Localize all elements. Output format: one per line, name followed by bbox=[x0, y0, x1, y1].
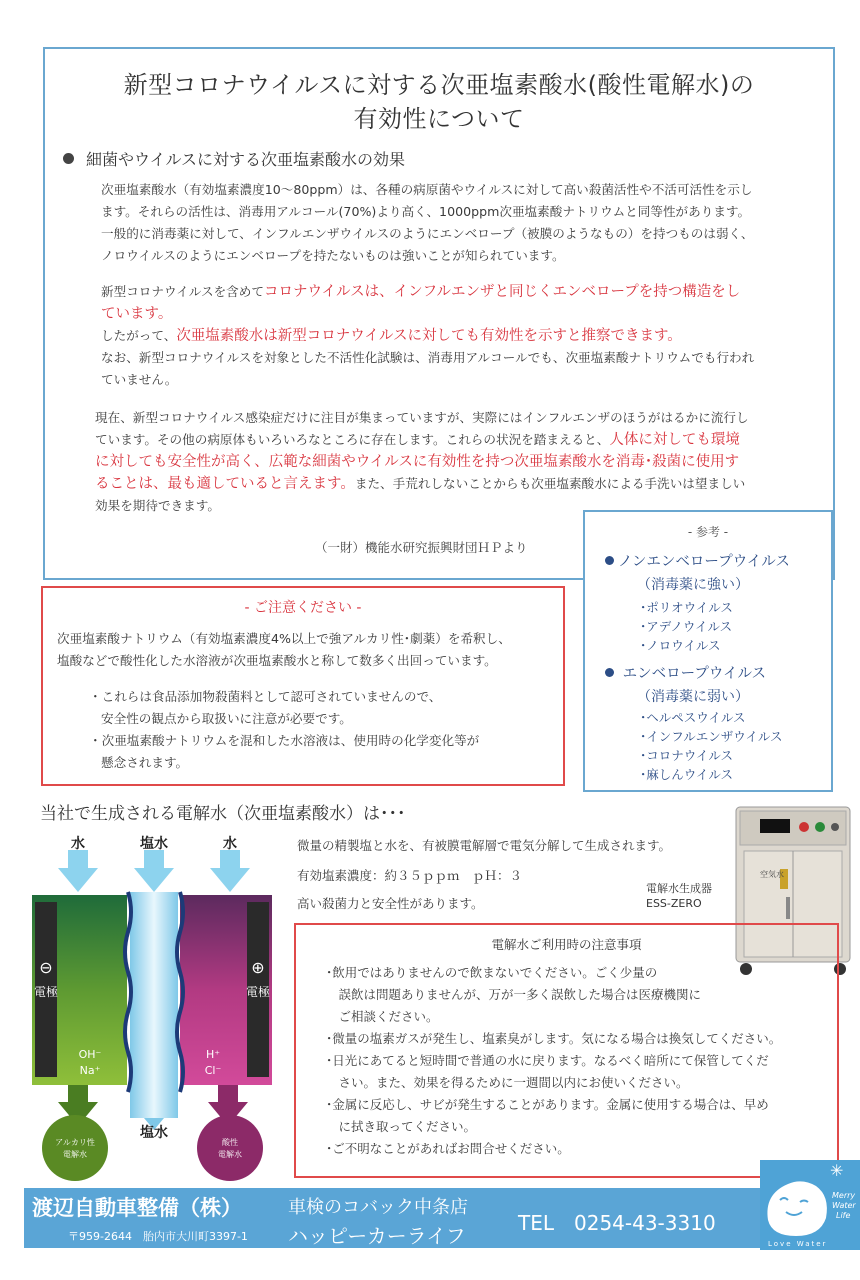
usage-notes: ･飲用ではありませんので飲まないでください。ごく少量の 誤飲は問題ありませんが、万が一多く誤飲した場合は医療機関に ご相談ください。 ･微量の塩素ガスが発生し、塩素臭がします。気になる場合は換気してください。 ･日光にあてると短時間で普通の水に戻ります。なるべく暗所にて保管してくだ さい。また、効果を得るために一週間以内にお使いください。 ･金属に反応し、サビが発生することがあります。金属に使用する場合は、早め に拭き取ってください。 ･ご不明なことがあればお問合せください。 bbox=[326, 965, 782, 1156]
circle-right-line1: 酸性 bbox=[222, 1138, 238, 1147]
machine-label: 電解水生成器 bbox=[646, 882, 712, 895]
usage-notes-panel bbox=[294, 923, 839, 1178]
circle-left-line2: 電解水 bbox=[63, 1150, 87, 1159]
arrow-down-icon bbox=[58, 850, 98, 892]
slogan: ハッピーカーライフ bbox=[288, 1224, 466, 1248]
alkaline-water-circle bbox=[42, 1115, 108, 1181]
list-item: ･インフルエンザウイルス bbox=[640, 729, 783, 744]
bullet-icon bbox=[605, 556, 614, 565]
effectiveness-panel bbox=[43, 47, 835, 580]
logo-bottom-text: Love Water bbox=[768, 1240, 828, 1248]
brine-channel bbox=[130, 892, 178, 1118]
positive-label: 電極 bbox=[245, 985, 271, 999]
reference-heading: - 参考 - bbox=[687, 525, 729, 539]
ion-oh: OH⁻ bbox=[78, 1048, 102, 1061]
generator-line1: 微量の精製塩と水を、有被膜電解層で電気分解して生成されます。 bbox=[297, 838, 672, 853]
arrow-down-icon bbox=[210, 850, 250, 892]
generator-title: 当社で生成される電解水（次亜塩素酸水）は･･･ bbox=[40, 804, 406, 824]
caution-heading: - ご注意ください - bbox=[244, 600, 362, 616]
machine-model: ESS-ZERO bbox=[646, 897, 702, 910]
paragraph-2: 新型コロナウイルスを含めてコロナウイルスは、インフルエンザと同じくエンベロープを持つ構造をし ています。 したがって、次亜塩素酸水は新型コロナウイルスに対しても有効性を示すと推察できます。 なお、新型コロナウイルスを対象とした不活性化試験は、消毒用アルコールでも、次亜塩素酸ナトリウムでも行われ ていません。 bbox=[101, 284, 755, 387]
star-icon: ✳ bbox=[830, 1161, 844, 1180]
list-item: ･ノロウイルス bbox=[640, 638, 721, 653]
reference-panel bbox=[583, 510, 833, 792]
paragraph-1: 次亜塩素酸水（有効塩素濃度10～80ppm）は、各種の病原菌やウイルスに対して高い殺菌活性や不活可活性を示し ます。それらの活性は、消毒用アルコール(70%)より高く、1000ppm次亜塩素酸ナトリウムと同等性があります。 一般的に消毒薬に対して、インフルエンザウイルスのようにエンベロープ（被膜のようなもの）を持つものは弱く、 ノロウイルスのようにエンベロープを持たないものは強いことが知られています。 bbox=[101, 182, 754, 263]
water-right-label: 水 bbox=[223, 836, 237, 852]
paragraph-3: 現在、新型コロナウイルス感染症だけに注目が集まっていますが、実際にはインフルエンザのほうがはるかに流行し ています。その他の病原体もいろいろなところに存在します。これらの状況を踏まえると、人体に対しても環境 に対しても安全性が高く、広範な細菌やウイルスに有効性を持つ次亜塩素酸水を消毒･殺菌に使用す ることは、最も適していると言えます。また、手荒れしないことからも次亜塩素酸水による手洗いは望ましい 効果を期待できます。 bbox=[95, 410, 749, 513]
ion-na: Na⁺ bbox=[79, 1064, 101, 1077]
list-item: ･麻しんウイルス bbox=[640, 767, 734, 782]
phone-number: TEL 0254-43-3310 bbox=[518, 1211, 716, 1235]
arrow-down-icon bbox=[134, 850, 174, 892]
footer-bar bbox=[24, 1188, 760, 1248]
list-item: ･アデノウイルス bbox=[640, 619, 733, 634]
brine-bottom-label: 塩水 bbox=[140, 1125, 168, 1141]
caution-bullets: ・これらは食品添加物殺菌料として認可されていませんので、 安全性の観点から取扱いに注意が必要です。 ・次亜塩素酸ナトリウムを混和した水溶液は、使用時の化学変化等が 懸念されます。 bbox=[89, 689, 480, 770]
usage-heading: 電解水ご利用時の注意事項 bbox=[491, 937, 642, 952]
generator-line2: 有効塩素濃度：約３５ｐｐｍ ｐＨ：３ bbox=[297, 868, 523, 883]
generator-line3: 高い殺菌力と安全性があります。 bbox=[297, 896, 484, 911]
shop-name: 車検のコバック中条店 bbox=[288, 1197, 468, 1218]
electrolysis-diagram bbox=[30, 830, 285, 1185]
water-drop-icon bbox=[760, 1160, 860, 1250]
machine-brand: 空気水 bbox=[760, 870, 784, 879]
positive-symbol: ⊕ bbox=[251, 958, 265, 977]
source-citation: （一財）機能水研究振興財団ＨＰより bbox=[315, 540, 528, 555]
bullet-icon bbox=[605, 668, 614, 677]
page-title-line1: 新型コロナウイルスに対する次亜塩素酸水(酸性電解水)の bbox=[123, 71, 755, 99]
caution-panel bbox=[41, 586, 565, 786]
ion-cl: Cl⁻ bbox=[204, 1064, 222, 1077]
circle-right-line2: 電解水 bbox=[218, 1150, 242, 1159]
envelope-subtitle: （消毒薬に弱い） bbox=[637, 689, 749, 705]
bullet-icon bbox=[63, 153, 74, 164]
circle-left-line1: アルカリ性 bbox=[55, 1138, 95, 1147]
brine-top-label: 塩水 bbox=[140, 836, 168, 852]
negative-label: 電極 bbox=[33, 985, 59, 999]
company-name: 渡辺自動車整備（株） bbox=[32, 1196, 242, 1220]
caution-text: 次亜塩素酸ナトリウム（有効塩素濃度4%以上で強アルカリ性･劇薬）を希釈し、 塩酸などで酸性化した水溶液が次亜塩素酸水と称して数多く出回っています。 bbox=[57, 631, 511, 668]
logo-text-2: Water bbox=[832, 1201, 856, 1210]
list-item: ･ポリオウイルス bbox=[640, 600, 733, 615]
envelope-title: エンベロープウイルス bbox=[605, 662, 766, 683]
non-envelope-subtitle: （消毒薬に強い） bbox=[637, 577, 749, 593]
list-item: ･コロナウイルス bbox=[640, 748, 734, 763]
brand-logo bbox=[760, 1160, 860, 1250]
company-address: 〒959-2644 胎内市大川町3397-1 bbox=[68, 1230, 248, 1243]
water-left-label: 水 bbox=[71, 836, 85, 852]
section-heading: 細菌やウイルスに対する次亜塩素酸水の効果 bbox=[63, 147, 405, 170]
logo-text-3: Life bbox=[836, 1211, 851, 1220]
non-envelope-title: ノンエンベロープウイルス bbox=[605, 550, 790, 571]
list-item: ･ヘルペスウイルス bbox=[640, 710, 746, 725]
acidic-water-circle bbox=[197, 1115, 263, 1181]
logo-text-1: Merry bbox=[832, 1191, 856, 1200]
ion-h: H⁺ bbox=[205, 1048, 221, 1061]
negative-symbol: ⊖ bbox=[39, 958, 53, 977]
page-title-line2: 有効性について bbox=[353, 105, 525, 133]
